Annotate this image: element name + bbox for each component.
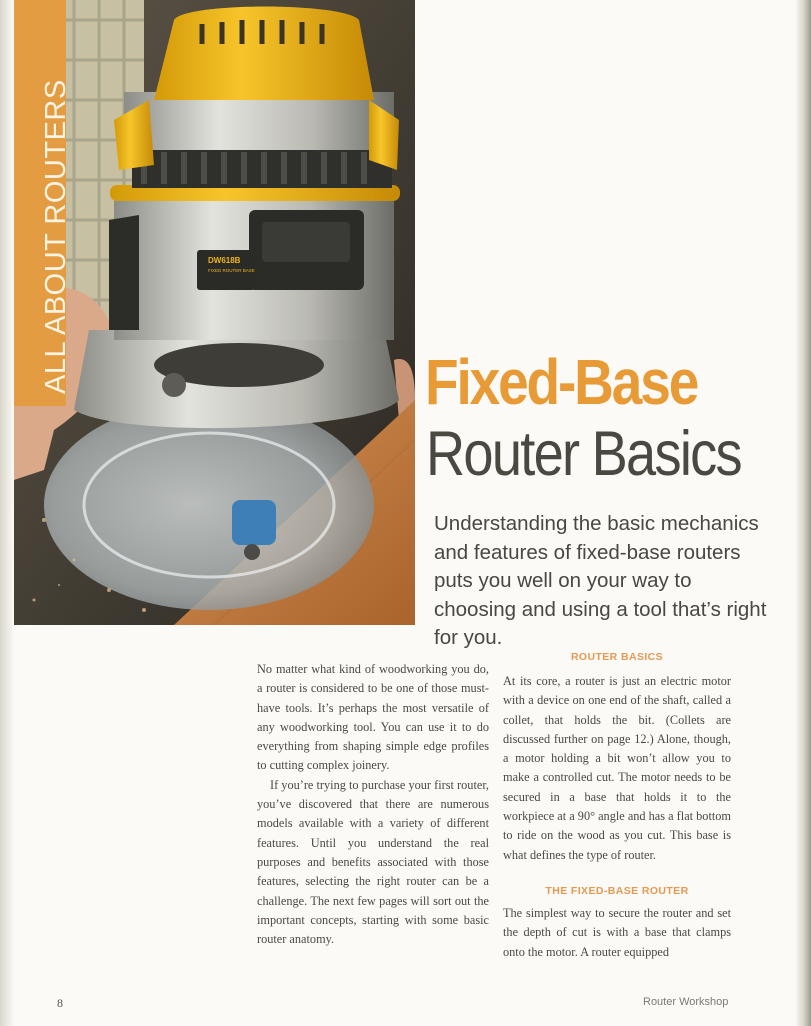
page-edge-shadow	[795, 0, 811, 1026]
body-paragraph: At its core, a router is just an electric motor with a device on one end of the shaft, called a collet, that holds the bit. (Collets are discussed further on page 12.) Alone, though, a motor holding a bit won’t allow you to make a controlled cut. The motor needs to be secured in a base that holds it to the workpiece at a 90° angle and has a flat bottom to ride on the wood as you cut. This base is what defines the type of router.	[503, 674, 731, 862]
body-paragraph: No matter what kind of woodworking you do, a router is considered to be one of those must-have tools. It’s perhaps the most versatile of any woodworking tool. You can use it to do everything from shaping simple edge profiles to cutting complex joinery.	[257, 662, 489, 773]
svg-text:FIXED ROUTER BASE: FIXED ROUTER BASE	[208, 268, 255, 273]
page-number: 8	[57, 996, 63, 1010]
body-column-right	[503, 660, 731, 962]
subhead-router-basics: ROUTER BASICS	[570, 651, 664, 663]
page-gutter-shadow	[0, 0, 14, 1026]
running-footer-title: Router Workshop	[643, 996, 729, 1008]
standfirst: Understanding the basic mechanics and features of fixed-base routers puts you well on your way to choosing and using a tool that’s right for you.	[434, 512, 767, 649]
body-paragraph: If you’re trying to purchase your first router, you’ve discovered that there are numerous models available with a variety of different features. Until you understand the real purposes and benefits associated with those features, selecting the right router can be a challenge. The next few pages will sort out the important concepts, starting with some basic router anatomy.	[257, 777, 489, 947]
body-column-left	[257, 660, 489, 949]
title-line-2: Router Basics	[426, 419, 741, 489]
title-line-1: Fixed-Base	[425, 346, 698, 418]
svg-text:DW618B: DW618B	[208, 256, 241, 265]
section-tab-label: ALL ABOUT ROUTERS	[40, 79, 72, 394]
body-paragraph: The simplest way to secure the router and set the depth of cut is with a base that clamps onto the motor. A router equipped	[503, 905, 731, 959]
router-photo	[14, 0, 415, 625]
router-bit	[232, 500, 276, 545]
subhead-fixed-base-router: THE FIXED-BASE ROUTER	[545, 884, 689, 897]
